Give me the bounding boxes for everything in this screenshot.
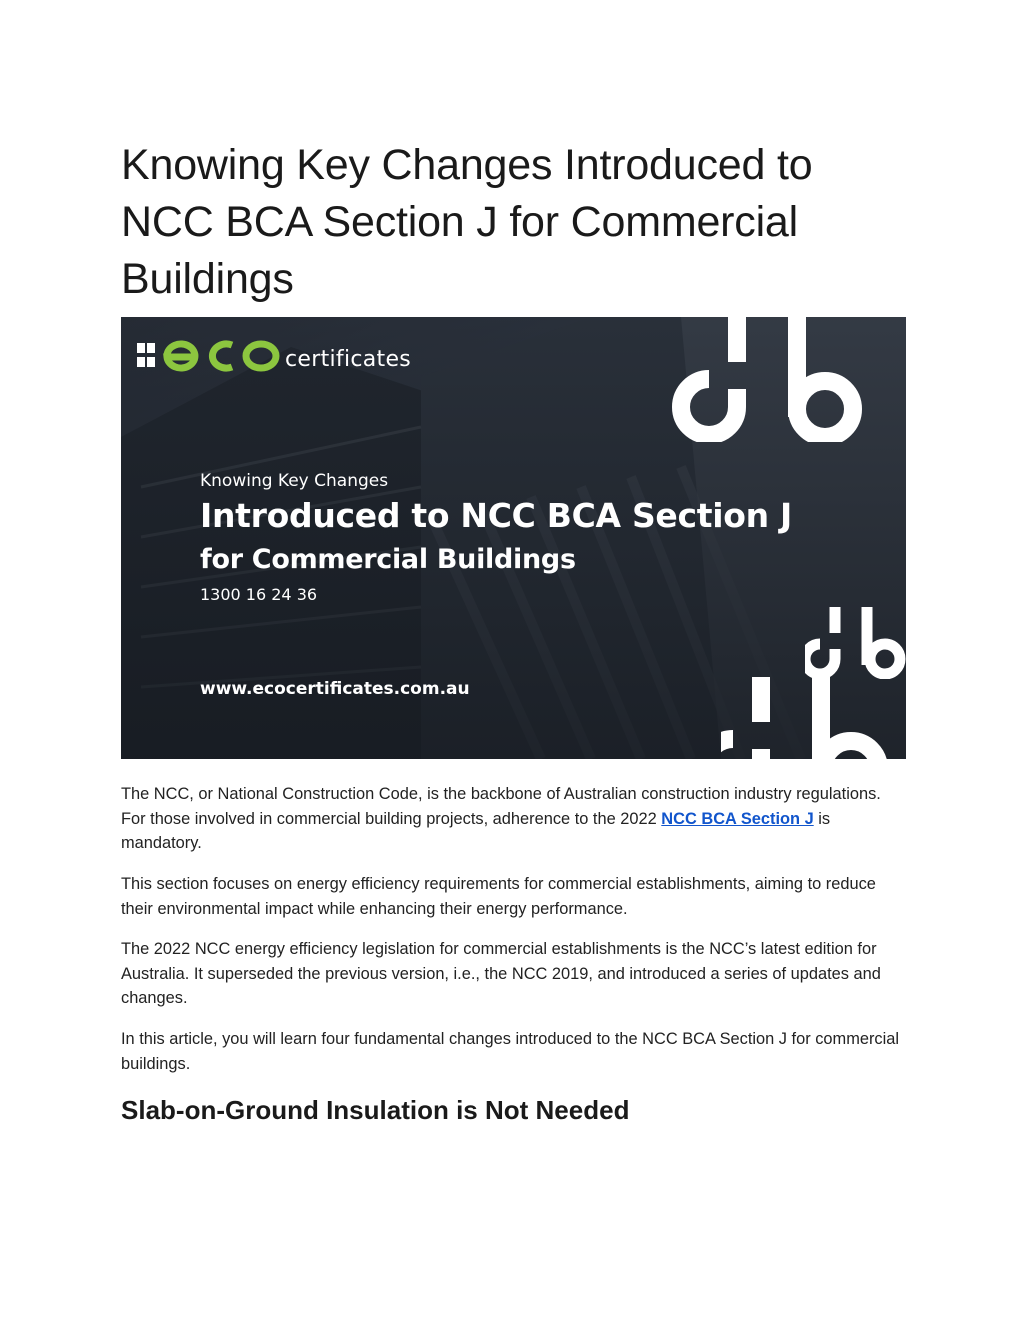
banner-title xyxy=(200,494,792,582)
paragraph-2022-legislation: The 2022 NCC energy efficiency legislation for commercial establishments is the NCC’s latest edition for Australia. It superseded the previous version, i.e., the NCC 2019, and introduced a series of updates and changes. xyxy=(121,940,881,1007)
paragraph-section-focus: This section focuses on energy efficiency requirements for commercial establishments, aiming to reduce their environmental impact while enhancing their energy performance. xyxy=(121,875,876,918)
brand-pattern-mark-partial-icon xyxy=(721,677,906,759)
banner-phone: 1300 16 24 36 xyxy=(200,585,318,604)
paragraph-intro xyxy=(121,782,906,856)
brand-pattern-mark-large-icon xyxy=(667,317,867,442)
paragraph-intro-text: The NCC, or National Construction Code, is the backbone of Australian construction industry regulations. For those involved in commercial building projects, adherence to the 2022 xyxy=(121,785,881,828)
eco-certificates-logo xyxy=(137,335,411,375)
ncc-bca-section-j-link[interactable]: NCC BCA Section J xyxy=(661,809,814,828)
logo-certificates-text: certificates xyxy=(285,347,412,372)
banner-title-line-1: Introduced to NCC BCA Section J xyxy=(200,496,792,535)
paragraph-intro-tail: is mandatory. xyxy=(121,809,831,852)
brand-pattern-mark-small-icon xyxy=(805,607,906,679)
paragraph-article-overview: In this article, you will learn four fundamental changes introduced to the NCC BCA Section J for commercial buildings. xyxy=(121,1030,900,1073)
eco-logo-mark-icon xyxy=(137,335,283,375)
banner-url: www.ecocertificates.com.au xyxy=(200,679,470,699)
section-heading-slab-on-ground: Slab-on-Ground Insulation is Not Needed xyxy=(121,1095,630,1125)
page-title: Knowing Key Changes Introduced to NCC BCA Section J for Commercial Buildings xyxy=(121,141,813,303)
hero-banner-image xyxy=(121,317,906,759)
banner-kicker: Knowing Key Changes xyxy=(200,471,389,491)
banner-title-line-2: for Commercial Buildings xyxy=(200,544,576,575)
